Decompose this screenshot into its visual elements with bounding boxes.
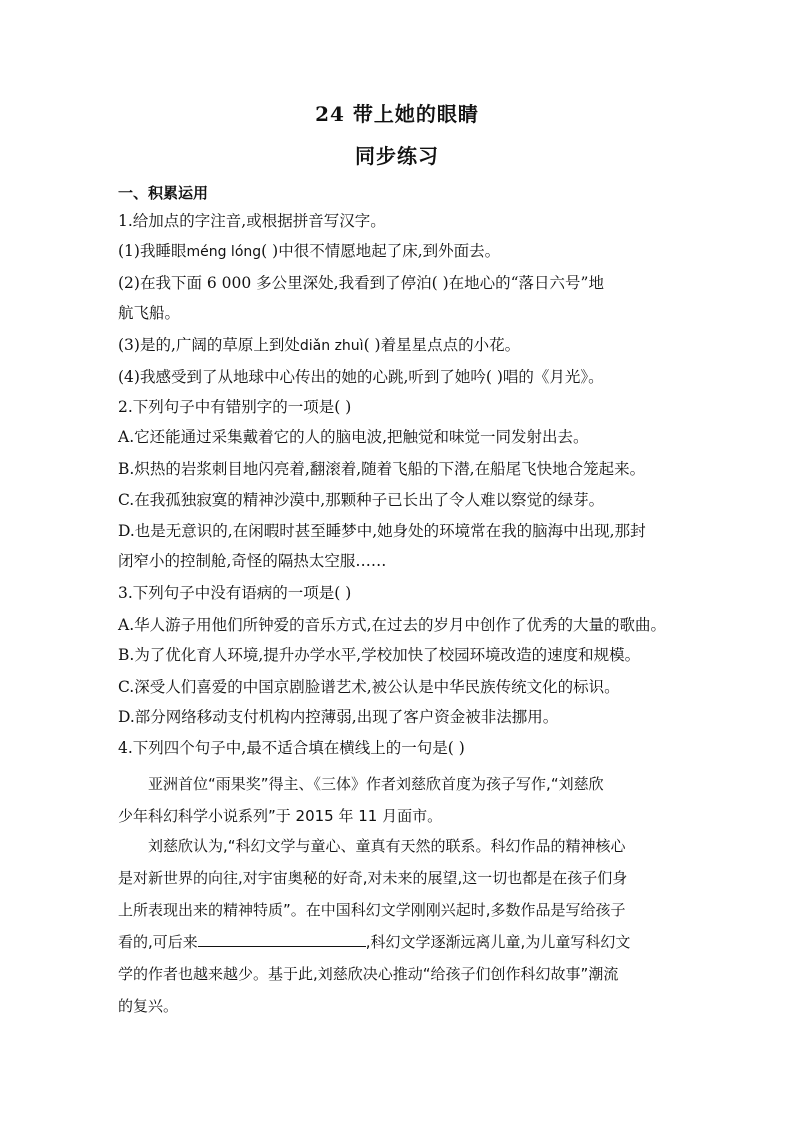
question-3-stem: 3.下列句子中没有语病的一项是( )	[118, 584, 352, 602]
question-1-stem: 1.给加点的字注音,或根据拼音写汉字。	[118, 212, 386, 230]
question-2-option-d-line1[interactable]: D.也是无意识的,在闲暇时甚至睡梦中,她身处的环境常在我的脑海中出现,那封	[118, 522, 646, 540]
question-1-item-1	[118, 240, 688, 263]
page-title: 24 带上她的眼睛	[315, 102, 479, 126]
question-1-item-3	[118, 334, 688, 357]
question-4-passage-2	[118, 830, 688, 1022]
passage-2-line: 刘慈欣认为,“科幻文学与童心、童真有天然的联系。科幻作品的精神核心	[148, 837, 626, 855]
question-2-option-b[interactable]: B.炽热的岩浆刺目地闪亮着,翻滚着,随着飞船的下潜,在船尾飞快地合笼起来。	[118, 460, 646, 478]
passage-2-line: 是对新世界的向往,对宇宙奥秘的好奇,对未来的展望,这一切也都是在孩子们身	[118, 869, 628, 887]
q1a-text-pre: (1)我睡眼	[118, 242, 187, 260]
q1c-text-post: ( )着星星点点的小花。	[363, 336, 521, 354]
question-3-option-d[interactable]: D.部分网络移动支付机构内控薄弱,出现了客户资金被非法挪用。	[118, 708, 559, 726]
passage-2-line	[118, 926, 688, 958]
passage-2-line: 学的作者也越来越少。基于此,刘慈欣决心推动“给孩子们创作科幻故事”潮流	[118, 965, 619, 983]
question-3-option-a[interactable]: A.华人游子用他们所钟爱的音乐方式,在过去的岁月中创作了优秀的大量的歌曲。	[118, 616, 667, 634]
question-4-passage-1	[118, 768, 688, 832]
question-4-stem: 4.下列四个句子中,最不适合填在横线上的一句是( )	[118, 739, 465, 757]
q1c-text-pre: (3)是的,广阔的草原上到处	[118, 336, 300, 354]
question-1-item-2-line2: 航飞船。	[118, 304, 181, 322]
q1a-pinyin: méng lóng	[186, 244, 262, 260]
question-2-option-c[interactable]: C.在我孤独寂寞的精神沙漠中,那颗种子已长出了令人难以察觉的绿芽。	[118, 491, 605, 509]
q1c-pinyin: diǎn zhuì	[299, 338, 364, 354]
passage-2-text-pre: 看的,可后来	[118, 933, 198, 951]
passage-2-line: 的复兴。	[118, 997, 179, 1015]
fill-in-blank-line[interactable]	[198, 928, 366, 947]
page-subtitle: 同步练习	[355, 144, 439, 168]
passage-1-line: 少年科幻科学小说系列”于 2015 年 11 月面市。	[118, 807, 443, 825]
question-1-item-2-line1: (2)在我下面 6 000 多公里深处,我看到了停泊( )在地心的“落日六号”地	[118, 274, 604, 292]
passage-2-text-post: ,科幻文学逐渐远离儿童,为儿童写科幻文	[365, 933, 631, 951]
section-heading: 一、积累运用	[118, 184, 209, 202]
question-2-stem: 2.下列句子中有错别字的一项是( )	[118, 398, 352, 416]
q1a-answer-blank[interactable]: ( )	[261, 242, 279, 260]
question-3-option-c[interactable]: C.深受人们喜爱的中国京剧脸谱艺术,被公认是中华民族传统文化的标识。	[118, 678, 620, 696]
question-3-option-b[interactable]: B.为了优化育人环境,提升办学水平,学校加快了校园环境改造的速度和规模。	[118, 646, 641, 664]
question-1-item-4: (4)我感受到了从地球中心传出的她的心跳,听到了她吟( )唱的《月光》。	[118, 368, 604, 386]
question-2-option-d-line2: 闭窄小的控制舱,奇怪的隔热太空服……	[118, 552, 387, 570]
passage-1-line: 亚洲首位“雨果奖”得主、《三体》作者刘慈欣首度为孩子写作,“刘慈欣	[148, 775, 604, 793]
question-2-option-a[interactable]: A.它还能通过采集戴着它的人的脑电波,把触觉和味觉一同发射出去。	[118, 428, 589, 446]
passage-2-line: 上所表现出来的精神特质”。在中国科幻文学刚刚兴起时,多数作品是写给孩子	[118, 901, 626, 919]
q1a-text-post: 中很不情愿地起了床,到外面去。	[278, 242, 501, 260]
